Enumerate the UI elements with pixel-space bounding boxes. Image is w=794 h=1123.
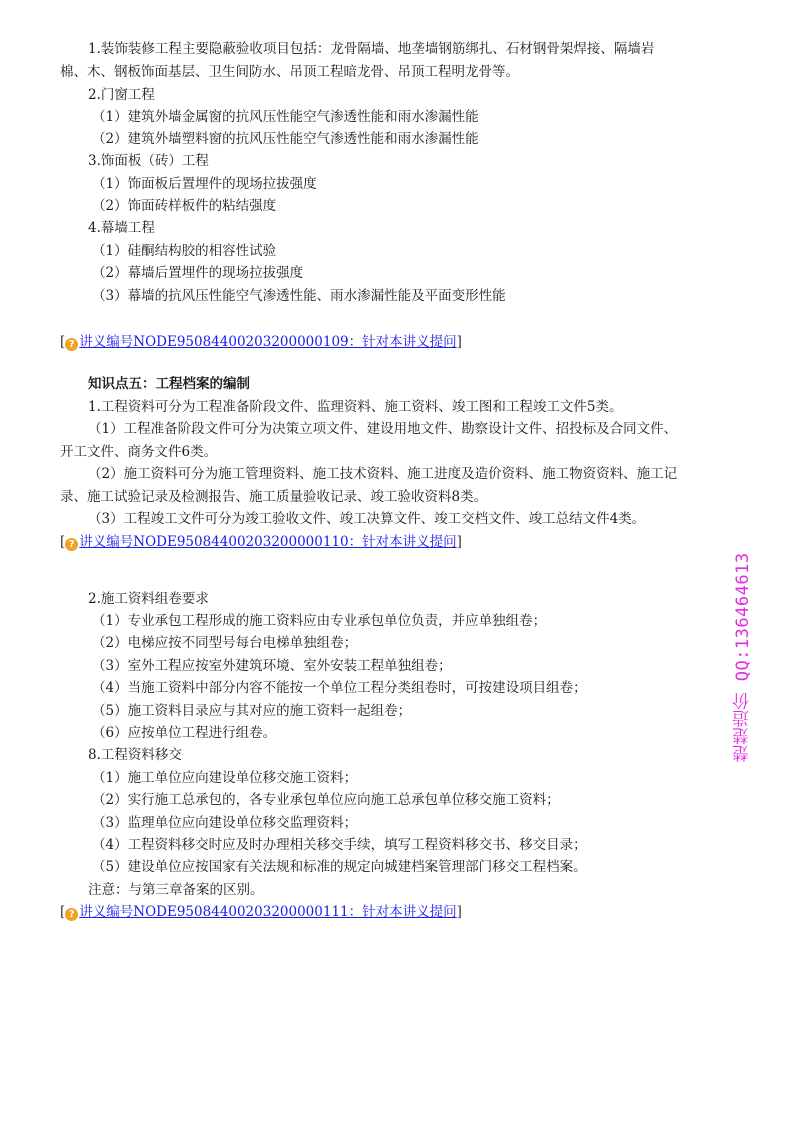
section-heading: 知识点五：工程档案的编制	[88, 376, 250, 392]
text-line: （2）实行施工总承包的，各专业承包单位应向施工总承包单位移交施工资料；	[92, 792, 560, 808]
text-line: （1）硅酮结构胶的相容性试验	[92, 243, 277, 259]
text-line: 录、施工试验记录及检测报告、施工质量验收记录、竣工验收资料8类。	[60, 489, 488, 505]
bracket-close: ]	[456, 334, 462, 350]
lecture-reference	[60, 532, 462, 552]
text-line: 开工文件、商务文件6类。	[60, 444, 218, 460]
bracket-open: [	[60, 904, 66, 920]
text-line: （5）建设单位应按国家有关法规和标准的规定向城建档案管理部门移交工程档案。	[92, 859, 587, 875]
text-line: （2）饰面砖样板件的粘结强度	[92, 198, 277, 214]
lecture-question-link[interactable]: 讲义编号NODE95084400203200000111：针对本讲义提问	[79, 904, 457, 920]
text-line: （1）建筑外墙金属窗的抗风压性能空气渗透性能和雨水渗漏性能	[92, 109, 479, 125]
text-line: （3）工程竣工文件可分为竣工验收文件、竣工决算文件、竣工交档文件、竣工总结文件4类。	[88, 511, 646, 527]
text-line: 2.门窗工程	[88, 87, 155, 103]
bracket-close: ]	[456, 904, 462, 920]
text-line: 1.装饰装修工程主要隐蔽验收项目包括：龙骨隔墙、地垄墙钢筋绑扎、石材钢骨架焊接、隔墙岩	[88, 41, 655, 57]
question-icon: ?	[65, 538, 78, 551]
question-icon: ?	[65, 338, 78, 351]
text-line: （2）电梯应按不同型号每台电梯单独组卷；	[92, 635, 358, 651]
text-line: （1）工程准备阶段文件可分为决策立项文件、建设用地文件、勘察设计文件、招投标及合同文件、	[88, 421, 678, 437]
lecture-reference	[60, 332, 462, 352]
text-line: 3.饰面板（砖）工程	[88, 153, 209, 169]
text-line: 8.工程资料移交	[88, 747, 182, 763]
bracket-open: [	[60, 334, 66, 350]
text-line: （2）施工资料可分为施工管理资料、施工技术资料、施工进度及造价资料、施工物资资料、施工记	[88, 466, 678, 482]
text-line: （2）幕墙后置埋件的现场拉拔强度	[92, 265, 304, 281]
text-line: （4）工程资料移交时应及时办理相关移交手续，填写工程资料移交书、移交目录；	[92, 837, 587, 853]
question-icon: ?	[65, 908, 78, 921]
bracket-close: ]	[456, 534, 462, 550]
text-line: （6）应按单位工程进行组卷。	[92, 725, 277, 741]
text-line: （1）饰面板后置埋件的现场拉拔强度	[92, 176, 317, 192]
text-line: （1）专业承包工程形成的施工资料应由专业承包单位负责，并应单独组卷；	[92, 613, 547, 629]
lecture-question-link[interactable]: 讲义编号NODE95084400203200000110：针对本讲义提问	[79, 534, 457, 550]
lecture-question-link[interactable]: 讲义编号NODE95084400203200000109：针对本讲义提问	[79, 334, 457, 350]
text-line: （3）监理单位应向建设单位移交监理资料；	[92, 815, 358, 831]
text-line: 棉、木、钢板饰面基层、卫生间防水、吊顶工程暗龙骨、吊顶工程明龙骨等。	[60, 64, 519, 80]
text-line: （4）当施工资料中部分内容不能按一个单位工程分类组卷时，可按建设项目组卷；	[92, 680, 587, 696]
lecture-reference	[60, 902, 462, 922]
text-line: 4.幕墙工程	[88, 220, 155, 236]
watermark-text: 楚楚造价 QQ:136464613	[733, 552, 753, 762]
text-line: 1.工程资料可分为工程准备阶段文件、监理资料、施工资料、竣工图和工程竣工文件5类。	[88, 399, 623, 415]
text-line: （5）施工资料目录应与其对应的施工资料一起组卷；	[92, 703, 412, 719]
text-line: （2）建筑外墙塑料窗的抗风压性能空气渗透性能和雨水渗漏性能	[92, 131, 479, 147]
text-line: 注意：与第三章备案的区别。	[88, 882, 264, 898]
text-line: 2.施工资料组卷要求	[88, 591, 209, 607]
text-line: （1）施工单位应向建设单位移交施工资料；	[92, 770, 358, 786]
text-line: （3）室外工程应按室外建筑环境、室外安装工程单独组卷；	[92, 658, 452, 674]
bracket-open: [	[60, 534, 66, 550]
text-line: （3）幕墙的抗风压性能空气渗透性能、雨水渗漏性能及平面变形性能	[92, 288, 506, 304]
